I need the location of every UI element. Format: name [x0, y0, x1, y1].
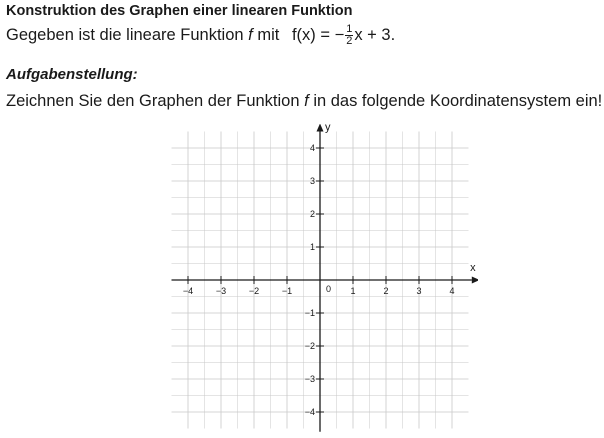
y-tick-label: 2 [309, 209, 315, 219]
task-text-after: in das folgende Koordinatensystem ein! [313, 92, 603, 110]
fraction-denominator: 2 [346, 35, 353, 48]
x-tick-label: −2 [248, 286, 260, 296]
fraction-numerator: 1 [346, 23, 353, 36]
equation-rhs: x + 3. [354, 26, 396, 44]
function-symbol: f [248, 26, 253, 44]
y-axis-arrow-icon [317, 124, 324, 132]
y-tick-label: 1 [309, 242, 315, 252]
x-tick-label: 3 [416, 286, 422, 296]
x-tick-label: 1 [350, 286, 356, 296]
task-function-symbol: f [304, 92, 309, 110]
task-text-before: Zeichnen Sie den Graphen der Funktion [6, 92, 300, 110]
given-function-line [6, 24, 395, 47]
y-tick-label: −1 [304, 308, 315, 318]
task-instruction [6, 92, 602, 111]
x-tick-label: −3 [215, 286, 227, 296]
x-tick-label: 2 [383, 286, 389, 296]
y-tick-label: −2 [304, 341, 315, 351]
x-tick-label: 4 [449, 286, 455, 296]
origin-label: 0 [326, 284, 332, 294]
y-tick-label: 3 [309, 176, 315, 186]
tick-labels [183, 124, 476, 417]
y-tick-label: −4 [304, 407, 315, 417]
x-tick-label: −4 [182, 286, 194, 296]
function-equation [291, 23, 396, 48]
equation-fraction [345, 24, 353, 47]
given-mit: mit [257, 26, 280, 44]
page-title: Konstruktion des Graphen einer linearen Funktion [6, 3, 353, 19]
x-axis-label: x [470, 262, 476, 274]
y-axis-label: y [325, 124, 331, 134]
x-tick-label: −1 [281, 286, 293, 296]
coordinate-system[interactable] [168, 124, 478, 434]
task-heading: Aufgabenstellung: [6, 66, 138, 83]
y-tick-label: −3 [304, 374, 315, 384]
y-tick-label: 4 [309, 143, 315, 153]
equation-lhs: f(x) = − [291, 26, 345, 44]
axes [172, 124, 479, 432]
given-text: Gegeben ist die lineare Funktion [6, 26, 244, 44]
x-axis-arrow-icon [472, 277, 478, 284]
